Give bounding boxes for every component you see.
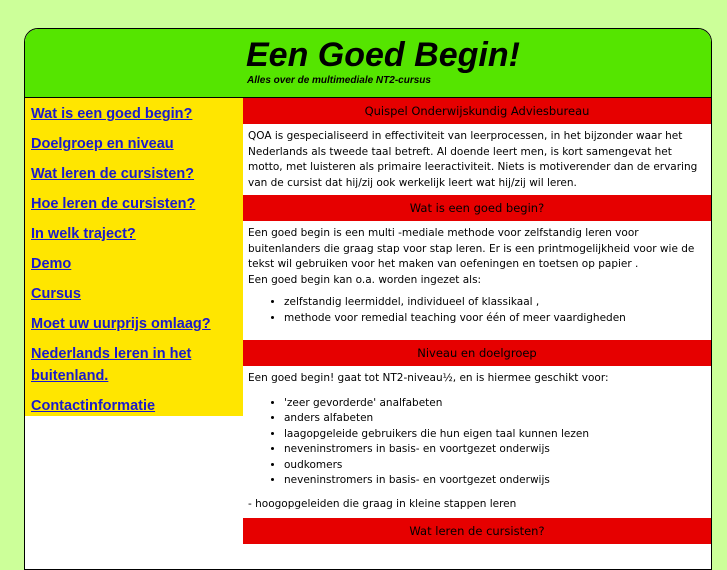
nav-link-wat-leren-de-cursisten[interactable]: Wat leren de cursisten?: [31, 166, 195, 182]
site-subtitle: Alles over de multimediale NT2-cursus: [247, 75, 431, 86]
site-header: [25, 29, 711, 98]
nav-link-cursus[interactable]: Cursus: [31, 286, 81, 302]
list-item: • neveninstromers in basis- en voortgezet onderwijs: [284, 442, 711, 458]
nav-link-contactinformatie[interactable]: Contactinformatie: [31, 398, 156, 414]
goed-begin-paragraph: Een goed begin is een multi -mediale methode voor zelfstandig leren voor buitenlanders die graag stap voor stap leren. Er is een printmogelijkheid voor wie de tekst wil gebruiken voor het maken van oefeningen en toetsen op papier .: [248, 227, 695, 270]
page-frame: [24, 28, 712, 570]
goed-begin-list: [243, 295, 711, 326]
sidebar-nav: [25, 98, 243, 416]
nav-link-demo[interactable]: Demo: [31, 256, 72, 272]
main-content: [243, 98, 711, 544]
section-heading-leren: Wat leren de cursisten?: [243, 518, 711, 544]
nav-link-nederlands-leren-buitenland[interactable]: Nederlands leren in het buitenland.: [31, 346, 192, 384]
section-heading-niveau: Niveau en doelgroep: [243, 340, 711, 366]
nav-link-in-welk-traject[interactable]: In welk traject?: [31, 226, 136, 242]
list-item: • laagopgeleide gebruikers die hun eigen taal kunnen lezen: [284, 427, 711, 443]
nav-link-hoe-leren-de-cursisten[interactable]: Hoe leren de cursisten?: [31, 196, 196, 212]
list-item: • 'zeer gevorderde' analfabeten: [284, 396, 711, 412]
niveau-list: [243, 396, 711, 489]
goed-begin-intro: Een goed begin kan o.a. worden ingezet als:: [248, 273, 482, 286]
section-heading-qoa: Quispel Onderwijskundig Adviesbureau: [243, 98, 711, 124]
niveau-paragraph: Een goed begin! gaat tot NT2-niveau½, en is hiermee geschikt voor:: [248, 372, 609, 384]
list-item: • methode voor remedial teaching voor één of meer vaardigheden: [284, 311, 711, 327]
nav-link-doelgroep-en-niveau[interactable]: Doelgroep en niveau: [31, 136, 174, 152]
section-heading-goed-begin: Wat is een goed begin?: [243, 195, 711, 221]
site-title: Een Goed Begin!: [246, 36, 520, 74]
nav-link-wat-is-een-goed-begin[interactable]: Wat is een goed begin?: [31, 106, 193, 122]
list-item: • anders alfabeten: [284, 411, 711, 427]
qoa-paragraph: QOA is gespecialiseerd in effectiviteit van leerprocessen, in het bijzonder waar het Nederlands als tweede taal betreft. Al doende leert men, is kort samengevat het motto, met luisteren als primaire leeractiviteit. Niets is motiverender dan de ervaring van de cursist dat hij/zij ook werkelijk leert wat hij/zij wil leren.: [248, 130, 698, 189]
list-item: • zelfstandig leermiddel, individueel of klassikaal ,: [284, 295, 711, 311]
nav-link-uurprijs-omlaag[interactable]: Moet uw uurprijs omlaag?: [31, 316, 211, 332]
list-item: • oudkomers: [284, 458, 711, 474]
niveau-footer: - hoogopgeleiden die graag in kleine stappen leren: [248, 497, 517, 510]
list-item: • neveninstromers in basis- en voortgezet onderwijs: [284, 473, 711, 489]
